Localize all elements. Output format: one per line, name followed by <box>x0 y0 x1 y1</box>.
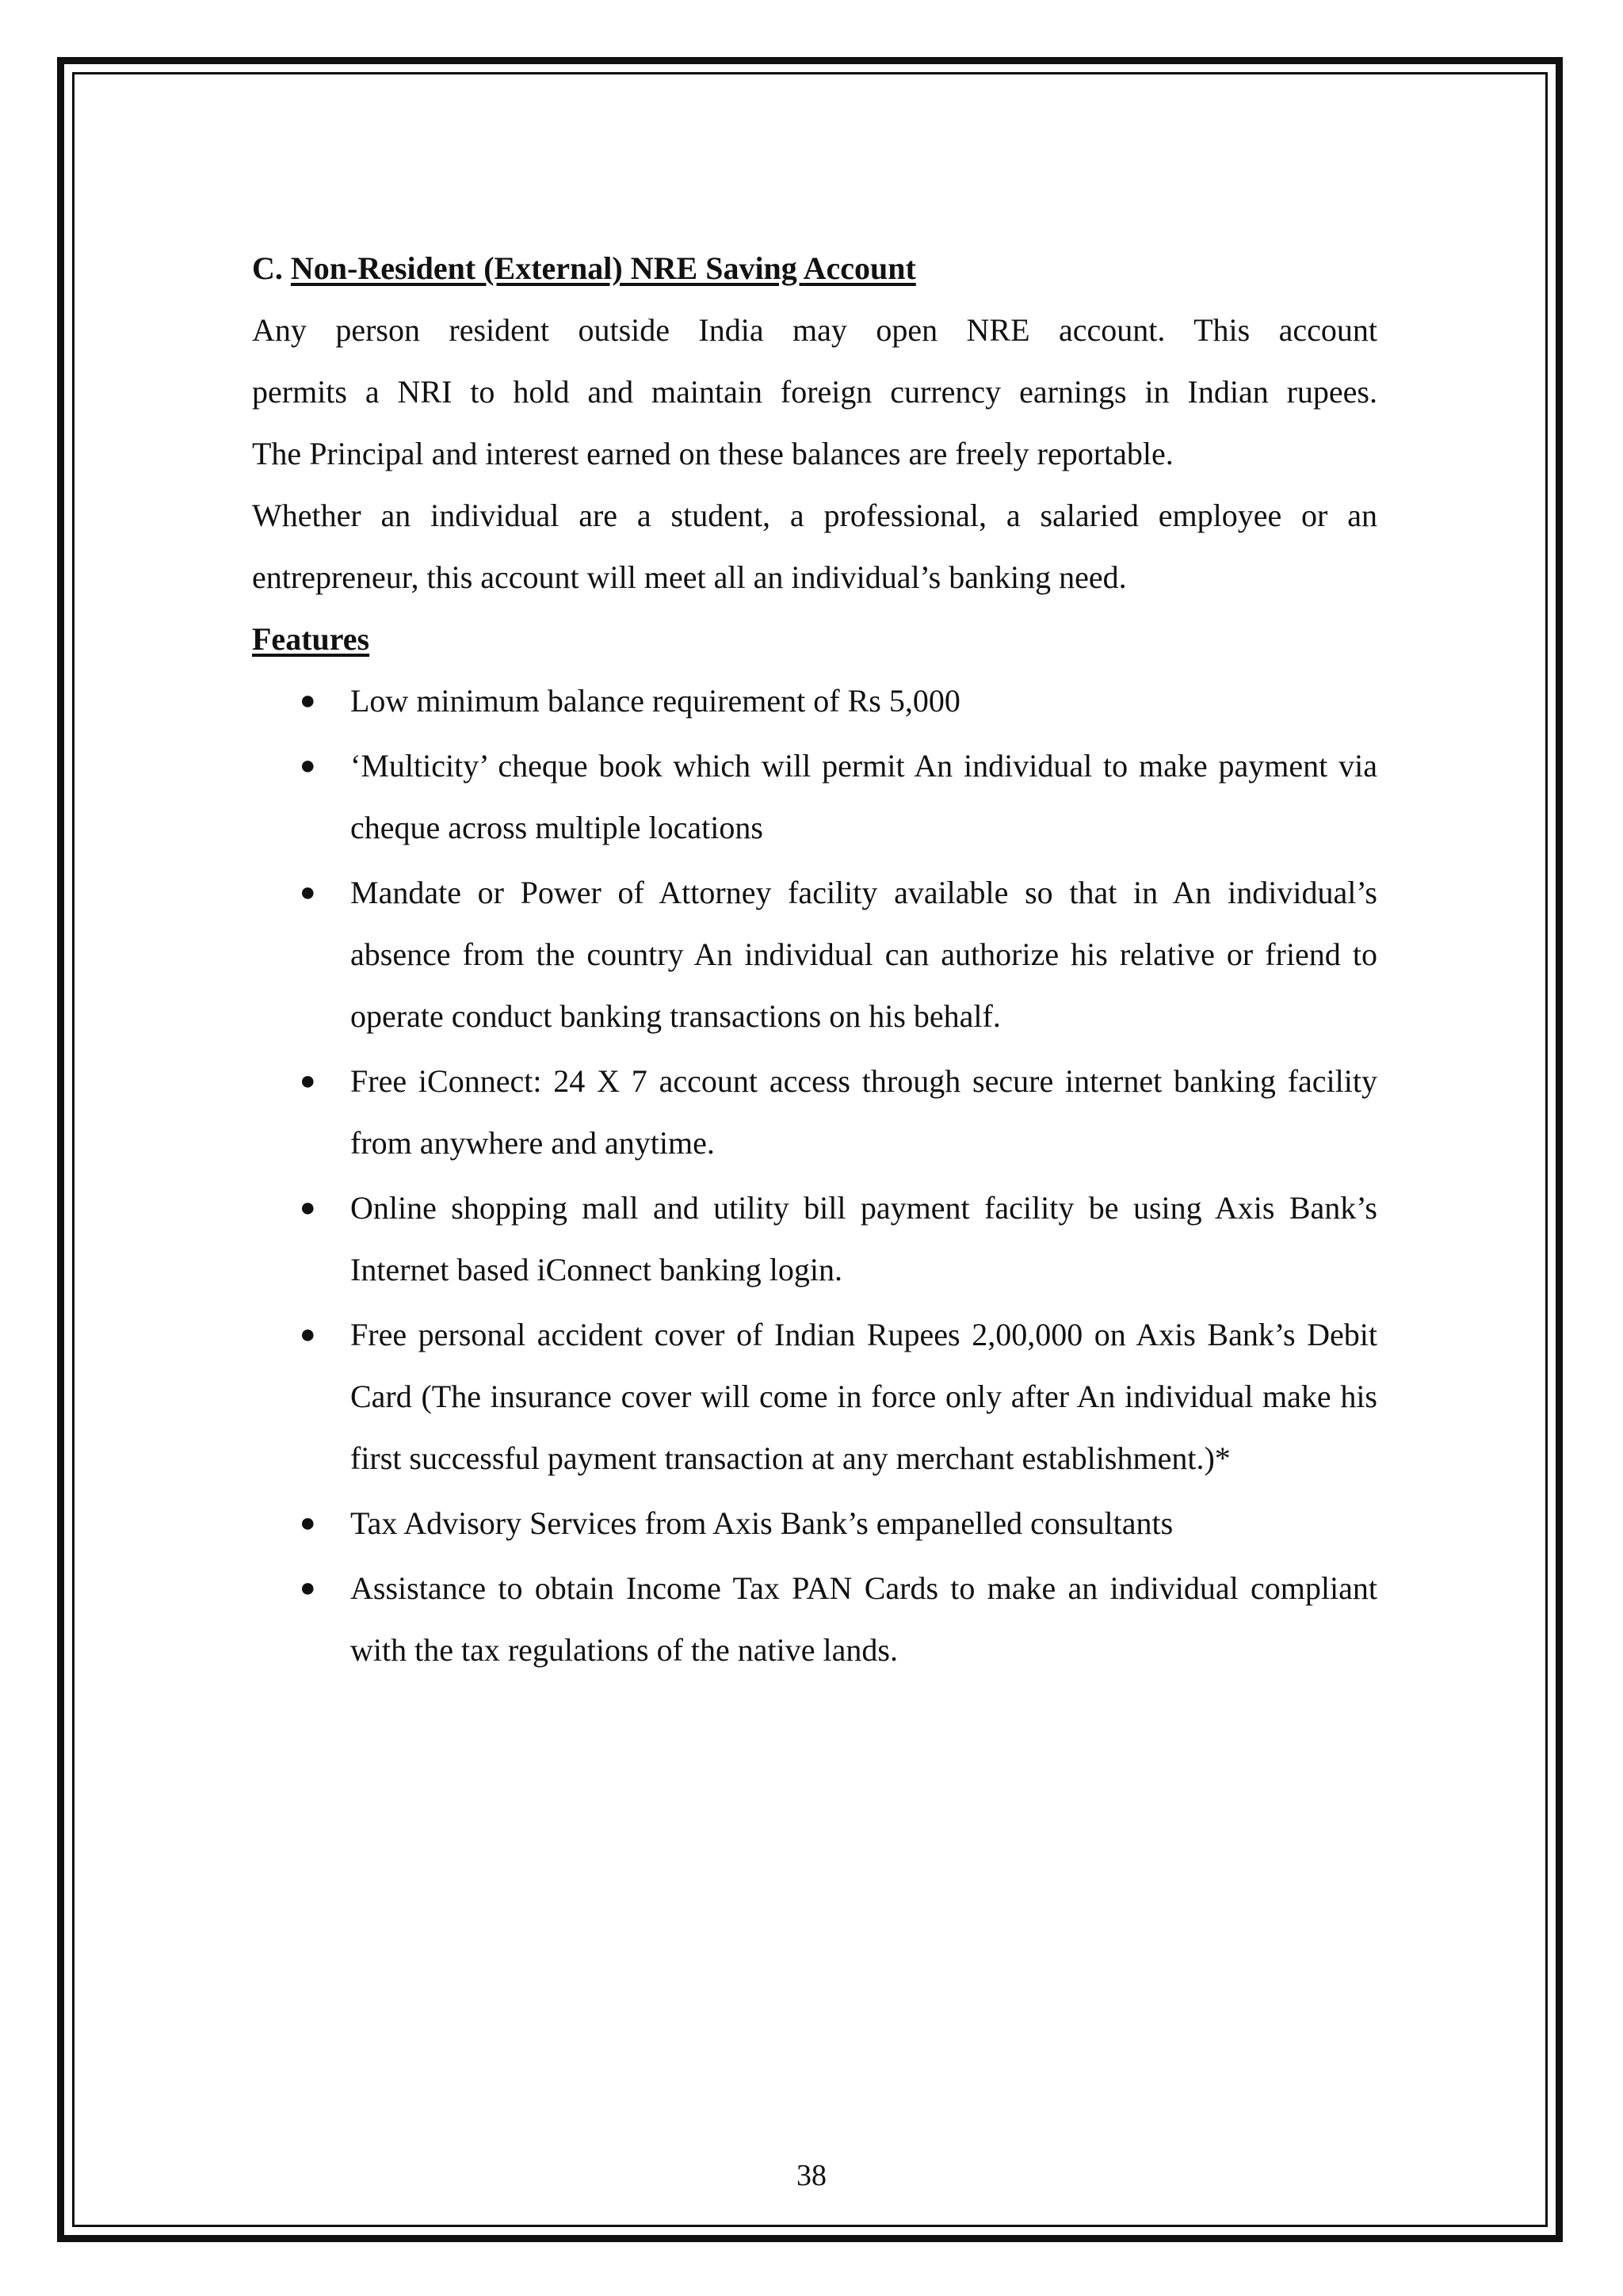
intro-line: Whether an individual are a student, a professional, a salaried employee or an <box>252 498 1377 533</box>
bullet-icon <box>300 1493 316 1554</box>
feature-item <box>252 670 1377 732</box>
feature-text: Tax Advisory Services from Axis Bank’s empanelled consultants <box>350 1505 1174 1541</box>
feature-item <box>252 1177 1377 1301</box>
bullet-icon <box>300 1304 316 1366</box>
feature-item <box>252 735 1377 859</box>
bullet-icon <box>300 1558 316 1619</box>
page-number: 38 <box>796 2159 827 2192</box>
section-prefix: C. <box>252 250 283 286</box>
features-heading: Features <box>252 621 370 657</box>
feature-text: Low minimum balance requirement of Rs 5,000 <box>350 683 960 719</box>
features-list <box>252 670 1377 1681</box>
feature-item <box>252 862 1377 1047</box>
bullet-icon <box>300 670 316 732</box>
feature-item <box>252 1304 1377 1489</box>
bullet-icon <box>300 1051 316 1112</box>
bullet-icon <box>300 862 316 924</box>
intro-line: Any person resident outside India may open NRE account. This account <box>252 312 1377 348</box>
feature-text: ‘Multicity’ cheque book which will permit An individual to make payment via cheque across multiple locations <box>350 748 1377 845</box>
section-title: Non-Resident (External) NRE Saving Account <box>290 250 916 286</box>
bullet-icon <box>300 1177 316 1239</box>
feature-item <box>252 1051 1377 1174</box>
feature-text: Assistance to obtain Income Tax PAN Cards to make an individual compliant with the tax regulations of the native lands. <box>350 1570 1377 1668</box>
feature-text: Free iConnect: 24 X 7 account access through secure internet banking facility from anywhere and anytime. <box>350 1063 1377 1161</box>
feature-text: Online shopping mall and utility bill payment facility be using Axis Bank’s Internet based iConnect banking login. <box>350 1190 1377 1287</box>
feature-text: Mandate or Power of Attorney facility available so that in An individual’s absence from the country An individual can authorize his relative or friend to operate conduct banking transactions on his behalf. <box>350 875 1377 1034</box>
feature-text: Free personal accident cover of Indian Rupees 2,00,000 on Axis Bank’s Debit Card (The insurance cover will come in force only after An individual make his first successful payment transaction at any merchant establishment.)* <box>350 1317 1377 1476</box>
section-heading <box>252 238 1377 299</box>
bullet-icon <box>300 735 316 797</box>
feature-item <box>252 1493 1377 1554</box>
document-body <box>252 238 1377 1684</box>
intro-line: entrepreneur, this account will meet all an individual’s banking need. <box>252 559 1127 595</box>
intro-line: The Principal and interest earned on these balances are freely reportable. <box>252 436 1174 471</box>
feature-item <box>252 1558 1377 1681</box>
intro-paragraph <box>252 299 1377 608</box>
intro-line: permits a NRI to hold and maintain foreign currency earnings in Indian rupees. <box>252 374 1377 410</box>
